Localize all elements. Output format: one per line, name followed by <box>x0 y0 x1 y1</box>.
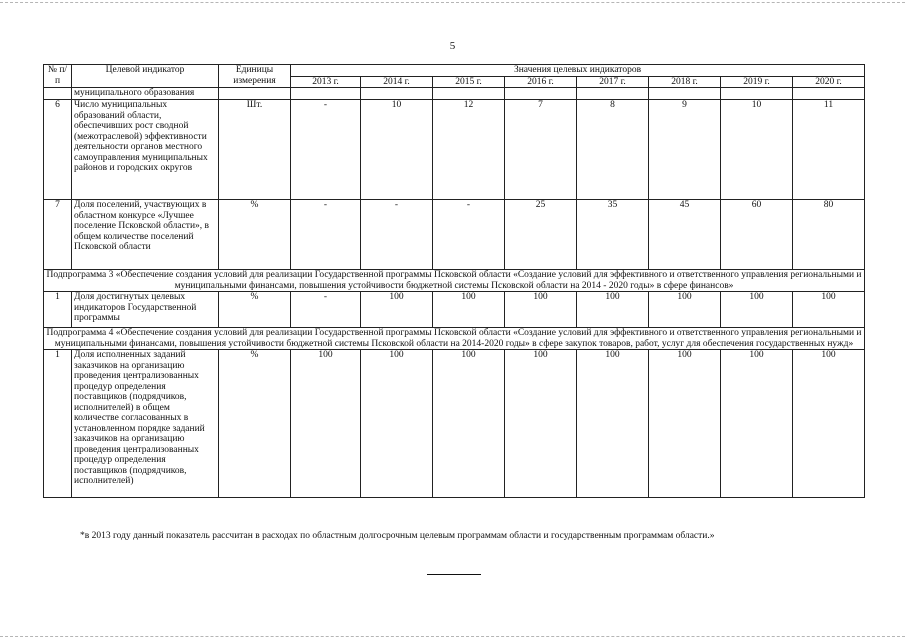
row-value: 60 <box>721 200 793 270</box>
row-value: 100 <box>361 350 433 498</box>
year-header: 2015 г. <box>433 76 505 88</box>
table-row <box>44 200 865 270</box>
row-value: 100 <box>649 292 721 328</box>
year-header: 2019 г. <box>721 76 793 88</box>
row-num: 1 <box>44 292 72 328</box>
row-value: 100 <box>649 350 721 498</box>
target-indicators-table <box>43 64 865 498</box>
end-of-document-line <box>427 574 481 575</box>
row-unit: % <box>219 292 291 328</box>
year-header: 2013 г. <box>291 76 361 88</box>
row-value: - <box>361 200 433 270</box>
table-row <box>44 350 865 498</box>
table-row <box>44 292 865 328</box>
row-value: - <box>291 100 361 200</box>
subprogram-4-title: Подпрограмма 4 «Обеспечение создания условий для реализации Государственной программы Псковской области «Создание условий для эффективного и ответственного управления региональными и муниципальными финансами, повышения устойчивости бюджетной системы Псковской области на 2014-2020 годы» в сфере закупок товаров, работ, услуг для обеспечения государственных нужд» <box>44 328 865 350</box>
row-indicator: Число муниципальных образований области, обеспечивших рост сводной (межотраслевой) эффективности деятельности органов местного самоуправления муниципальных районов и городских округов <box>72 100 219 200</box>
continuation-row <box>44 88 865 100</box>
row-value: 100 <box>433 292 505 328</box>
row-unit: Шт. <box>219 100 291 200</box>
header-units: Единицы измерения <box>219 65 291 88</box>
row-value: 100 <box>721 292 793 328</box>
row-value: 100 <box>577 292 649 328</box>
row-value: 45 <box>649 200 721 270</box>
row-value: 100 <box>721 350 793 498</box>
row-value: - <box>433 200 505 270</box>
header-row <box>44 65 865 77</box>
row-value: 8 <box>577 100 649 200</box>
row-value: 100 <box>793 292 865 328</box>
row-num: 1 <box>44 350 72 498</box>
row-value: 10 <box>721 100 793 200</box>
subprogram-row <box>44 270 865 292</box>
row-value: 7 <box>505 100 577 200</box>
year-header: 2017 г. <box>577 76 649 88</box>
scan-edge-bottom <box>0 636 905 637</box>
row-value: 12 <box>433 100 505 200</box>
footnote: *в 2013 году данный показатель рассчитан в расходах по областным долгосрочным целевым программам области и государственным программам области.» <box>80 531 715 541</box>
row-value: 80 <box>793 200 865 270</box>
header-values-title: Значения целевых индикаторов <box>291 65 865 77</box>
row-unit: % <box>219 350 291 498</box>
row-unit: % <box>219 200 291 270</box>
header-num: № п/п <box>44 65 72 88</box>
row-value: 35 <box>577 200 649 270</box>
table-row <box>44 100 865 200</box>
row-value: 11 <box>793 100 865 200</box>
row-value: 9 <box>649 100 721 200</box>
row-value: 100 <box>793 350 865 498</box>
row-num: 7 <box>44 200 72 270</box>
row-indicator: Доля поселений, участвующих в областном конкурсе «Лучшее поселение Псковской области», в общем количестве поселений Псковской области <box>72 200 219 270</box>
header-indicator: Целевой индикатор <box>72 65 219 88</box>
row-value: 10 <box>361 100 433 200</box>
row-value: 100 <box>433 350 505 498</box>
row-indicator: Доля исполненных заданий заказчиков на организацию проведения централизованных процедур определения поставщиков (подрядчиков, исполнителей) в общем количестве согласованных в установленном порядке заданий заказчиков на организацию проведения централизованных процедур определения поставщиков (подрядчиков, исполнителей) <box>72 350 219 498</box>
scan-edge-top <box>0 2 905 3</box>
subprogram-row <box>44 328 865 350</box>
row-value: - <box>291 292 361 328</box>
year-header: 2018 г. <box>649 76 721 88</box>
row-value: 100 <box>577 350 649 498</box>
row-value: 25 <box>505 200 577 270</box>
row-num: 6 <box>44 100 72 200</box>
subprogram-3-title: Подпрограмма 3 «Обеспечение создания условий для реализации Государственной программы Псковской области «Создание условий для эффективного и ответственного управления региональными и муниципальными финансами, повышения устойчивости бюджетной системы Псковской области на 2014 - 2020 годы» в сфере финансов» <box>44 270 865 292</box>
year-header: 2020 г. <box>793 76 865 88</box>
continuation-text: муниципального образования <box>72 88 219 100</box>
row-value: 100 <box>505 350 577 498</box>
row-value: 100 <box>361 292 433 328</box>
row-value: - <box>291 200 361 270</box>
row-indicator: Доля достигнутых целевых индикаторов Государственной программы <box>72 292 219 328</box>
page-number: 5 <box>449 40 456 52</box>
row-value: 100 <box>505 292 577 328</box>
year-header: 2014 г. <box>361 76 433 88</box>
year-header: 2016 г. <box>505 76 577 88</box>
row-value: 100 <box>291 350 361 498</box>
